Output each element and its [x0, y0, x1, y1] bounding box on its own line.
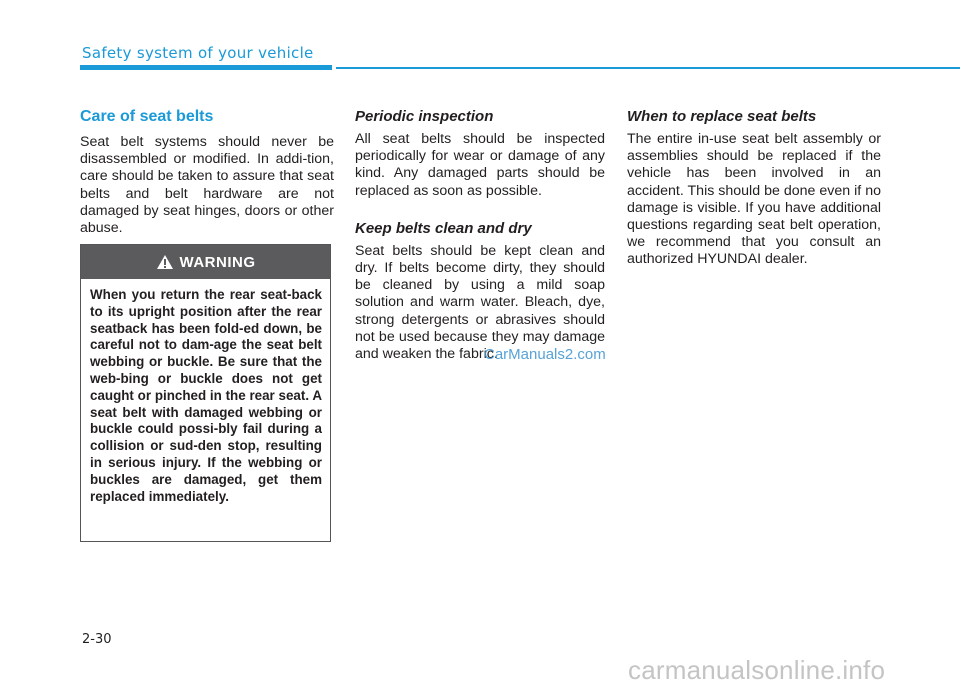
- column-3: [627, 108, 881, 269]
- warning-box: [80, 244, 331, 542]
- replace-body: The entire in-use seat belt assembly or assemblies should be replaced if the vehicle has been involved in an accident. This should be done even if no damage is visible. If you have additional questions regarding seat belt operation, we recommend that you consult an authorized HYUNDAI dealer.: [627, 131, 881, 268]
- warning-text: When you return the rear seat-back to its upright position after the rear seatback has been fold-ed down, be careful not to dam-age the seat belt webbing or buckle. Be sure that the web-bing or buckle does not get caught or pinched in the rear seat. A seat belt with damaged webbing or buckle could possi-bly fail during a collision or sud-den stop, resulting in serious injury. If the webbing or buckles are damaged, get them replaced immediately.: [90, 287, 322, 504]
- care-body: Seat belt systems should never be disassembled or modified. In addi-tion, care should be taken to assure that seat belts and belt hardware are not damaged by seat hinges, doors or other abuse.: [80, 134, 334, 237]
- clean-dry-body: Seat belts should be kept clean and dry. If belts become dirty, they should be cleaned by using a mild soap solution and warm water. Bleach, dye, strong detergents or abrasives should not be used because they may damage and weaken the fabric.: [355, 242, 605, 363]
- header-rule-thick: [80, 65, 332, 70]
- warning-header: [81, 245, 330, 279]
- warning-label: WARNING: [179, 253, 256, 271]
- column-1: [80, 108, 334, 237]
- warning-triangle-icon: [156, 254, 174, 270]
- page-number: 2-30: [82, 632, 112, 647]
- replace-heading: When to replace seat belts: [627, 108, 817, 125]
- watermark-carmanualsonline: carmanualsonline.info: [628, 655, 886, 685]
- watermark-carmanuals2: CarManuals2.com: [484, 346, 606, 363]
- clean-dry-heading: Keep belts clean and dry: [355, 219, 532, 237]
- care-heading: Care of seat belts: [80, 108, 214, 125]
- column-2: [355, 108, 605, 363]
- header-rule-thin: [336, 67, 960, 69]
- periodic-inspection-heading: Periodic inspection: [355, 108, 494, 125]
- section-header-title: Safety system of your vehicle: [82, 44, 314, 62]
- periodic-inspection-body: All seat belts should be inspected periodically for wear or damage of any kind. Any damaged parts should be replaced as soon as possible.: [355, 131, 605, 199]
